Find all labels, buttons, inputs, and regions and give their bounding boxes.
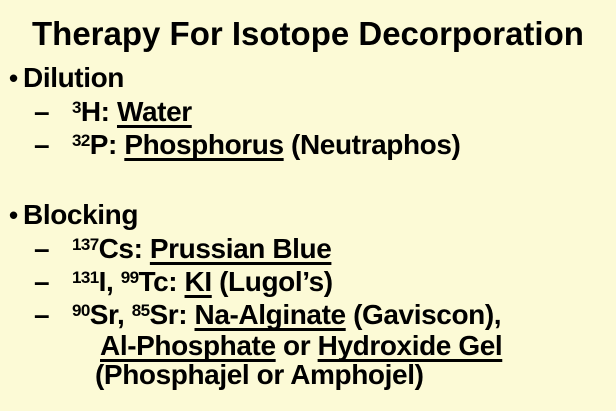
item-line <box>0 232 616 265</box>
list-item <box>0 265 616 298</box>
section-dilution <box>0 61 616 161</box>
text-segment: or <box>275 330 318 361</box>
section-label: Dilution <box>23 62 124 93</box>
bullet-icon: • <box>9 200 18 230</box>
slide-title: Therapy For Isotope Decorporation <box>32 15 584 52</box>
text-segment: (Neutraphos) <box>283 129 461 160</box>
isotope-superscript: 3 <box>72 98 81 117</box>
text-segment: H: <box>80 96 117 127</box>
item-line <box>0 298 616 331</box>
bullet-item-blocking <box>0 198 616 232</box>
isotope-superscript: 32 <box>72 131 90 150</box>
text-segment: (Lugol’s) <box>211 266 333 297</box>
underlined-term: Water <box>116 96 192 127</box>
isotope-superscript: 137 <box>72 235 99 254</box>
text-segment: Tc: <box>138 266 185 297</box>
dash-bullet-icon: – <box>34 299 50 330</box>
dash-bullet-icon: – <box>34 96 50 127</box>
text-segment: Sr, <box>89 299 132 330</box>
underlined-term: KI <box>184 266 212 297</box>
text-segment: (Phosphajel or Amphojel) <box>95 359 424 390</box>
underlined-term: Al-Phosphate <box>100 330 276 361</box>
item-line <box>0 331 616 360</box>
text-segment: Cs: <box>98 233 150 264</box>
isotope-superscript: 99 <box>120 268 139 287</box>
list-item <box>0 298 616 389</box>
bullet-item-dilution <box>0 61 616 95</box>
dash-bullet-icon: – <box>34 266 50 297</box>
item-line <box>0 265 616 298</box>
isotope-superscript: 90 <box>72 301 90 320</box>
isotope-superscript: 85 <box>131 301 150 320</box>
list-item <box>0 232 616 265</box>
isotope-superscript: 131 <box>72 268 99 287</box>
dash-bullet-icon: – <box>34 129 50 160</box>
underlined-term: Na-Alginate <box>194 299 346 330</box>
text-segment: (Gaviscon), <box>345 299 502 330</box>
text-segment: I, <box>98 266 121 297</box>
dash-bullet-icon: – <box>34 233 50 264</box>
item-line <box>0 360 616 389</box>
bullet-icon: • <box>9 63 18 93</box>
slide-body <box>0 61 616 389</box>
text-segment: Sr: <box>149 299 195 330</box>
text-segment: P: <box>89 129 125 160</box>
underlined-term: Hydroxide Gel <box>317 330 503 361</box>
section-label: Blocking <box>23 199 139 230</box>
item-line <box>0 95 616 128</box>
section-blocking <box>0 198 616 389</box>
list-item <box>0 95 616 128</box>
underlined-term: Phosphorus <box>124 129 284 160</box>
list-item <box>0 128 616 161</box>
item-line <box>0 128 616 161</box>
underlined-term: Prussian Blue <box>149 233 332 264</box>
